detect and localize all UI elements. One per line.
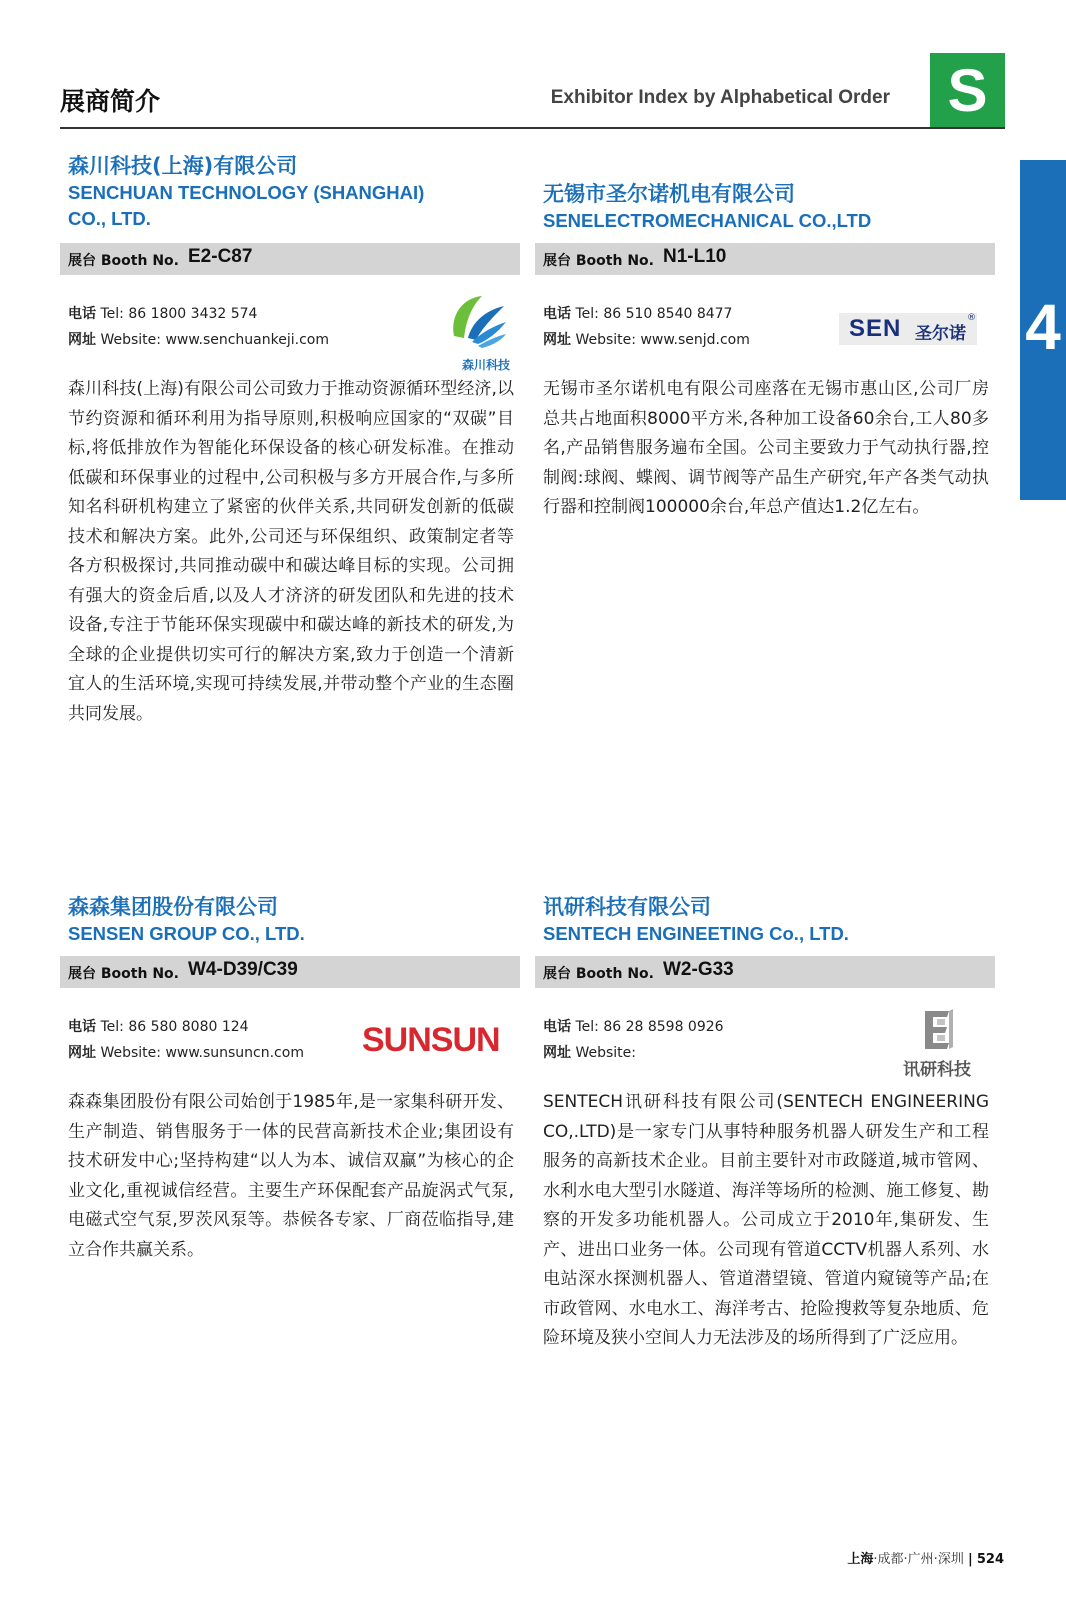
booth-label: 展台 Booth No. [68,253,179,269]
page-footer: 上海·成都·广州·深圳 | 524 [847,1552,1004,1567]
booth-label: 展台 Booth No. [543,253,654,269]
tel-row: 电话 Tel: 86 510 8540 8477 [543,306,733,322]
tel-value: 86 1800 3432 574 [128,306,258,322]
logo-caption: 讯研科技 [903,1060,971,1080]
sentech-logo [897,1007,977,1080]
footer-city-main: 上海 [847,1552,874,1567]
sen-logo [839,313,977,345]
exhibitor-card-sentech [535,893,995,1393]
contact-info [68,1014,304,1066]
website-row: 网址 Website: [543,1045,636,1061]
footer-cities: ·成都·广州·深圳 [873,1552,964,1567]
tel-row: 电话 Tel: 86 1800 3432 574 [68,306,258,322]
senchuan-logo [442,292,510,372]
contact-info [543,1014,724,1066]
tel-value: 86 28 8598 0926 [603,1019,724,1035]
exhibitor-name-en: SENTECH ENGINEETING Co., LTD. [543,923,849,944]
exhibitor-card-senchuan [60,152,520,752]
exhibitor-description: 森森集团股份有限公司始创于1985年,是一家集科研开发、生产制造、销售服务于一体的民营高新技术企业;集团设有技术研发中心;坚持构建“以人为本、诚信双赢”为核心的企业文化,重视诚信经营。主要生产环保配套产品旋涡式气泵,电磁式空气泵,罗茨风泵等。恭候各专家、厂商莅临指导,建立合作共赢关系。 [68,1092,514,1260]
exhibitor-name-en: SENSEN GROUP CO., LTD. [68,923,305,944]
website-link[interactable]: www.senchuankeji.com [165,332,329,348]
website-row: 网址 Website: www.sunsuncn.com [68,1045,304,1061]
exhibitor-name-en: SENCHUAN TECHNOLOGY (SHANGHAI) [68,182,425,203]
booth-number: W4-D39/C39 [188,959,298,980]
website-row: 网址 Website: www.senjd.com [543,332,750,348]
website-link[interactable]: www.senjd.com [640,332,750,348]
alphabet-letter-badge: S [930,53,1005,128]
booth-label: 展台 Booth No. [543,966,654,982]
booth-bar [535,956,995,988]
tel-value: 86 580 8080 124 [128,1019,249,1035]
exhibitor-card-sensen [60,893,520,1273]
exhibitor-description: 无锡市圣尔诺机电有限公司座落在无锡市惠山区,公司厂房总共占地面积8000平方米,各种加工设备60余台,工人80多名,产品销售服务遍布全国。公司主要致力于气动执行器,控制阀:球阀、蝶阀、调节阀等产品生产研究,年产各类气动执行器和控制阀100000余台,年总产值达1.2亿左右。 [543,379,989,517]
sen-logo-en: SEN [849,315,902,342]
sen-logo-cn: 圣尔诺 [915,324,966,344]
booth-bar [60,243,520,275]
booth-number: W2-G33 [663,959,734,980]
header-divider [60,127,1005,129]
tel-value: 86 510 8540 8477 [603,306,733,322]
leaf-logo-icon [442,292,510,350]
exhibitor-name-cn: 森川科技(上海)有限公司 [68,154,298,178]
page-index-title: Exhibitor Index by Alphabetical Order [550,87,890,108]
contact-info [543,301,750,353]
exhibitor-name-en-line2: CO., LTD. [68,208,151,229]
exhibitor-description: 森川科技(上海)有限公司公司致力于推动资源循环型经济,以节约资源和循环利用为指导原则,积极响应国家的“双碳”目标,将低排放作为智能化环保设备的核心研发标准。在推动低碳和环保事业的过程中,公司积极与多方开展合作,与多所知名科研机构建立了紧密的伙伴关系,共同研发创新的低碳技术和解决方案。此外,公司还与环保组织、政策制定者等各方积极探讨,共同推动碳中和碳达峰目标的实现。公司拥有强大的资金后盾,以及人才济济的研发团队和先进的技术设备,专注于节能环保实现碳中和碳达峰的新技术的研发,为全球的企业提供切实可行的解决方案,致力于创造一个清新宜人的生活环境,实现可持续发展,并带动整个产业的生态圈共同发展。 [68,379,514,724]
exhibitor-name-cn: 无锡市圣尔诺机电有限公司 [543,182,795,206]
exhibitor-description: SENTECH讯研科技有限公司(SENTECH ENGINEERING CO,.LTD)是一家专门从事特种服务机器人研发生产和工程服务的高新技术企业。目前主要针对市政隧道,城市管网、水利水电大型引水隧道、海洋等场所的检测、施工修复、勘察的开发多功能机器人。公司成立于2010年,集研发、生产、进出口业务一体。公司现有管道CCTV机器人系列、水电站深水探测机器人、管道潜望镜、管道内窥镜等产品;在市政管网、水电水工、海洋考古、抢险搜救等复杂地质、危险环境及狭小空间人力无法涉及的场所得到了广泛应用。 [543,1092,989,1348]
page-section-title: 展商简介 [60,87,161,116]
sunsun-logo: SUNSUN [362,1021,500,1059]
exhibitor-name-cn: 森森集团股份有限公司 [68,895,278,919]
exhibitor-card-senjd [535,180,995,580]
booth-label: 展台 Booth No. [68,966,179,982]
chapter-number: 4 [1025,291,1061,363]
booth-number: E2-C87 [188,246,253,267]
contact-info [68,301,329,353]
booth-bar [60,956,520,988]
exhibitor-name-en: SENELECTROMECHANICAL CO.,LTD [543,210,872,231]
chapter-side-tab [1020,160,1066,500]
logo-caption: 森川科技 [461,358,510,372]
website-link[interactable]: www.sunsuncn.com [165,1045,304,1061]
sentech-emblem-icon [897,1007,977,1053]
tel-row: 电话 Tel: 86 28 8598 0926 [543,1019,724,1035]
booth-bar [535,243,995,275]
exhibitor-name-cn: 讯研科技有限公司 [543,895,711,919]
booth-number: N1-L10 [663,246,727,267]
website-row: 网址 Website: www.senchuankeji.com [68,332,329,348]
page-number: 524 [976,1552,1004,1567]
registered-mark: ® [967,313,976,323]
tel-row: 电话 Tel: 86 580 8080 124 [68,1019,249,1035]
